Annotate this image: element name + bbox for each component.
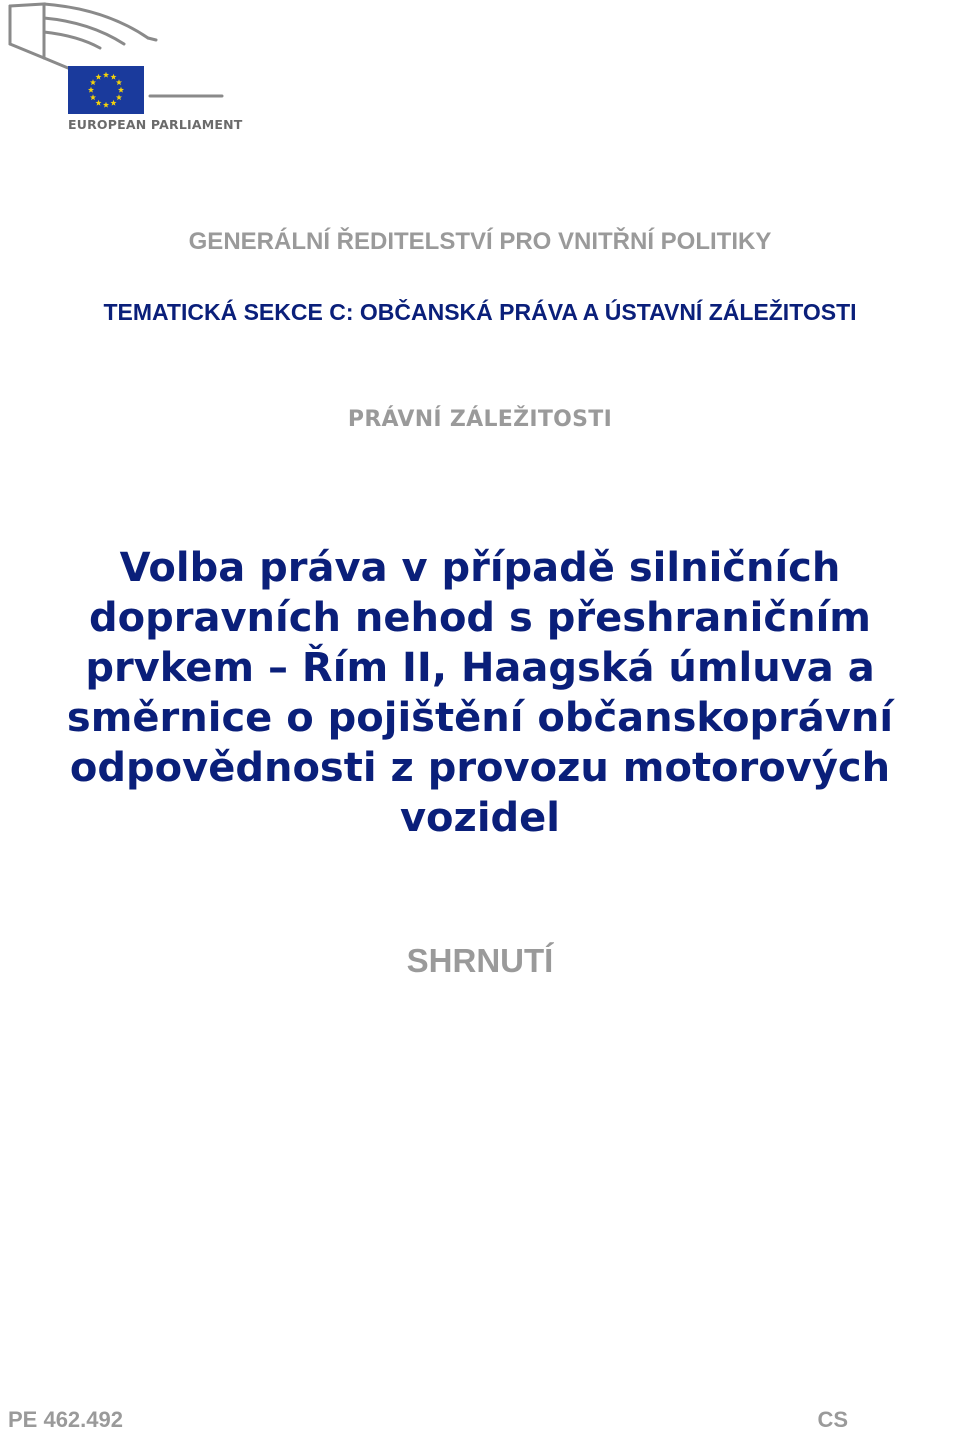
title-line: prvkem – Řím II, Haagská úmluva a [85, 645, 875, 691]
logo-text: EUROPEAN PARLIAMENT [68, 117, 243, 132]
section-heading: PRÁVNÍ ZÁLEŽITOSTI [347, 407, 613, 432]
title-line: vozidel [399, 795, 561, 841]
title-line: dopravních nehod s přeshraničním [89, 595, 871, 641]
footer-reference: PE 462.492 [8, 1407, 123, 1432]
directorate-heading: GENERÁLNÍ ŘEDITELSTVÍ PRO VNITŘNÍ POLITIKY [188, 228, 772, 255]
department-heading: TEMATICKÁ SEKCE C: OBČANSKÁ PRÁVA A ÚSTAVNÍ ZÁLEŽITOSTI [103, 299, 857, 325]
document-type: SHRNUTÍ [406, 942, 554, 979]
european-parliament-logo [0, 0, 250, 140]
title-line: Volba práva v případě silničních [119, 545, 841, 591]
footer-language: CS [817, 1407, 848, 1432]
document-title [30, 543, 930, 843]
title-line: odpovědnosti z provozu motorových [69, 745, 891, 791]
title-line: směrnice o pojištění občanskoprávní [66, 695, 894, 741]
